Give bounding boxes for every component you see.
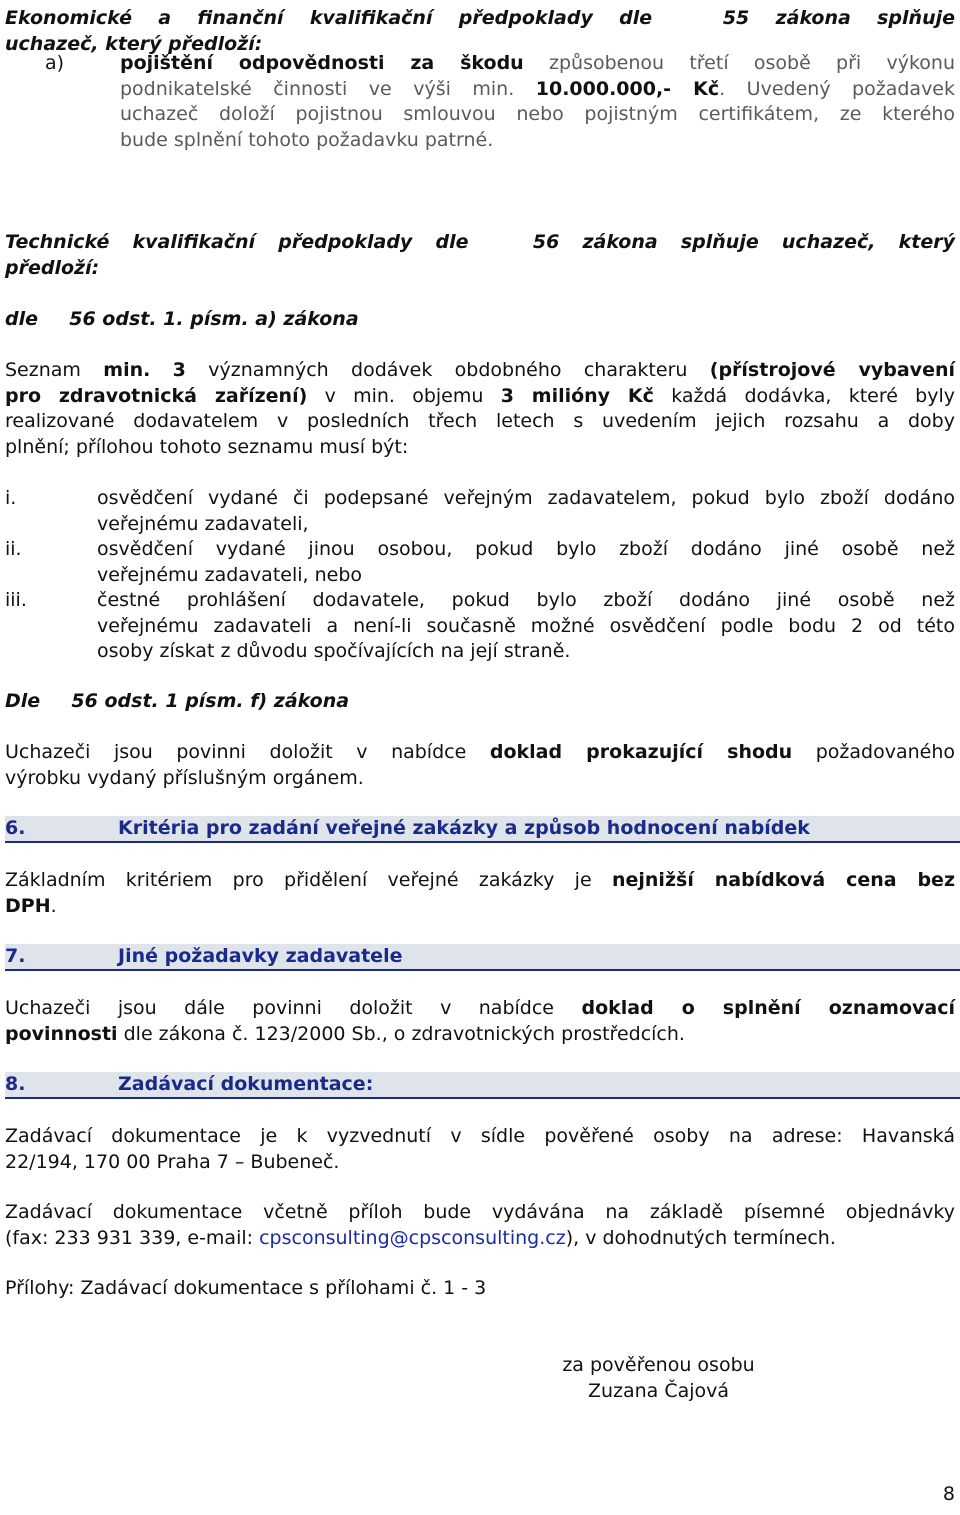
item-a-line2: podnikatelské činnosti ve výši min. 10.000.000,- Kč. Uvedený požadavek [120, 77, 956, 100]
item-a-line3: uchazeč doloží pojistnou smlouvou nebo pojistným certifikátem, ze kterého [120, 103, 955, 125]
section-8-header: 8. Zadávací dokumentace: [5, 1072, 960, 1099]
roman-number: i. [5, 487, 17, 509]
list-paragraph-line1: Seznam min. 3 významných dodávek obdobného charakteru (přístrojové vybavení [5, 359, 955, 381]
list-paragraph-line2: pro zdravotnická zařízení) v min. objemu 3 milióny Kč každá dodávka, které byly [5, 384, 956, 407]
section-6-header: 6. Kritéria pro zadání veřejné zakázky a způsob hodnocení nabídek [5, 816, 960, 843]
list-paragraph [5, 358, 955, 460]
list-paragraph-line4: plnění; přílohou tohoto seznamu musí být: [5, 435, 409, 458]
section-6-body: Základním kritériem pro přidělení veřejné zakázky je nejnižší nabídková cena bez DPH. [5, 869, 956, 917]
email-link[interactable]: cpsconsulting@cpsconsulting.cz [259, 1226, 566, 1249]
section-7-body: Uchazeči jsou dále povinni doložit v nabídce doklad o splnění oznamovací povinnosti dle zákona č. 123/2000 Sb., o zdravotnických prostředcích. [5, 997, 955, 1045]
subheading-a: dle 56 odst. 1. písm. a) zákona [5, 308, 359, 330]
signature: za pověřenou osobu Zuzana Čajová [562, 1354, 755, 1402]
item-a-label: a) [45, 52, 65, 74]
item-a-text [120, 51, 955, 153]
roman-number: iii. [5, 589, 27, 611]
heading-economic-line2: uchazeč, který předloží: [5, 32, 263, 55]
section-8-address: Zadávací dokumentace je k vyzvednutí v sídle pověřené osoby na adrese: Havanská 22/194, 170 00 Praha 7 – Bubeneč. [5, 1125, 955, 1173]
roman-number: ii. [5, 538, 22, 560]
section-sign-icon [678, 0, 696, 24]
list-paragraph-line3: realizované dodavatelem v posledních třech letech s uvedením jejich rozsahu a doby [5, 410, 955, 432]
item-a-line1: pojištění odpovědnosti za škodu způsobenou třetí osobě při výkonu [120, 52, 955, 74]
page-number: 8 [942, 1483, 955, 1505]
heading-technical-line1: Technické kvalifikační předpoklady dle 56 zákona splňuje uchazeč, který [5, 231, 955, 253]
heading-economic-line1: Ekonomické a finanční kvalifikační předpoklady dle 55 zákona splňuje [5, 0, 955, 32]
section-8-ordering: Zadávací dokumentace včetně příloh bude vydávána na základě písemné objednávky (fax: 233 931 339, e-mail: cpsconsulting@cpsconsulting.cz), v dohodnutých termínech. [5, 1201, 955, 1249]
paragraph-f: Uchazeči jsou povinni doložit v nabídce doklad prokazující shodu požadovaného výrobku vydaný příslušným orgánem. [5, 741, 956, 789]
attachments: Přílohy: Zadávací dokumentace s přílohami č. 1 - 3 [5, 1277, 487, 1299]
item-a-line4: bude splnění tohoto požadavku patrné. [120, 128, 494, 151]
heading-technical [5, 230, 955, 281]
section-7-header: 7. Jiné požadavky zadavatele [5, 944, 960, 971]
heading-technical-line2: předloží: [5, 256, 100, 279]
heading-economic [5, 0, 955, 57]
subheading-f: Dle 56 odst. 1 písm. f) zákona [5, 690, 350, 712]
